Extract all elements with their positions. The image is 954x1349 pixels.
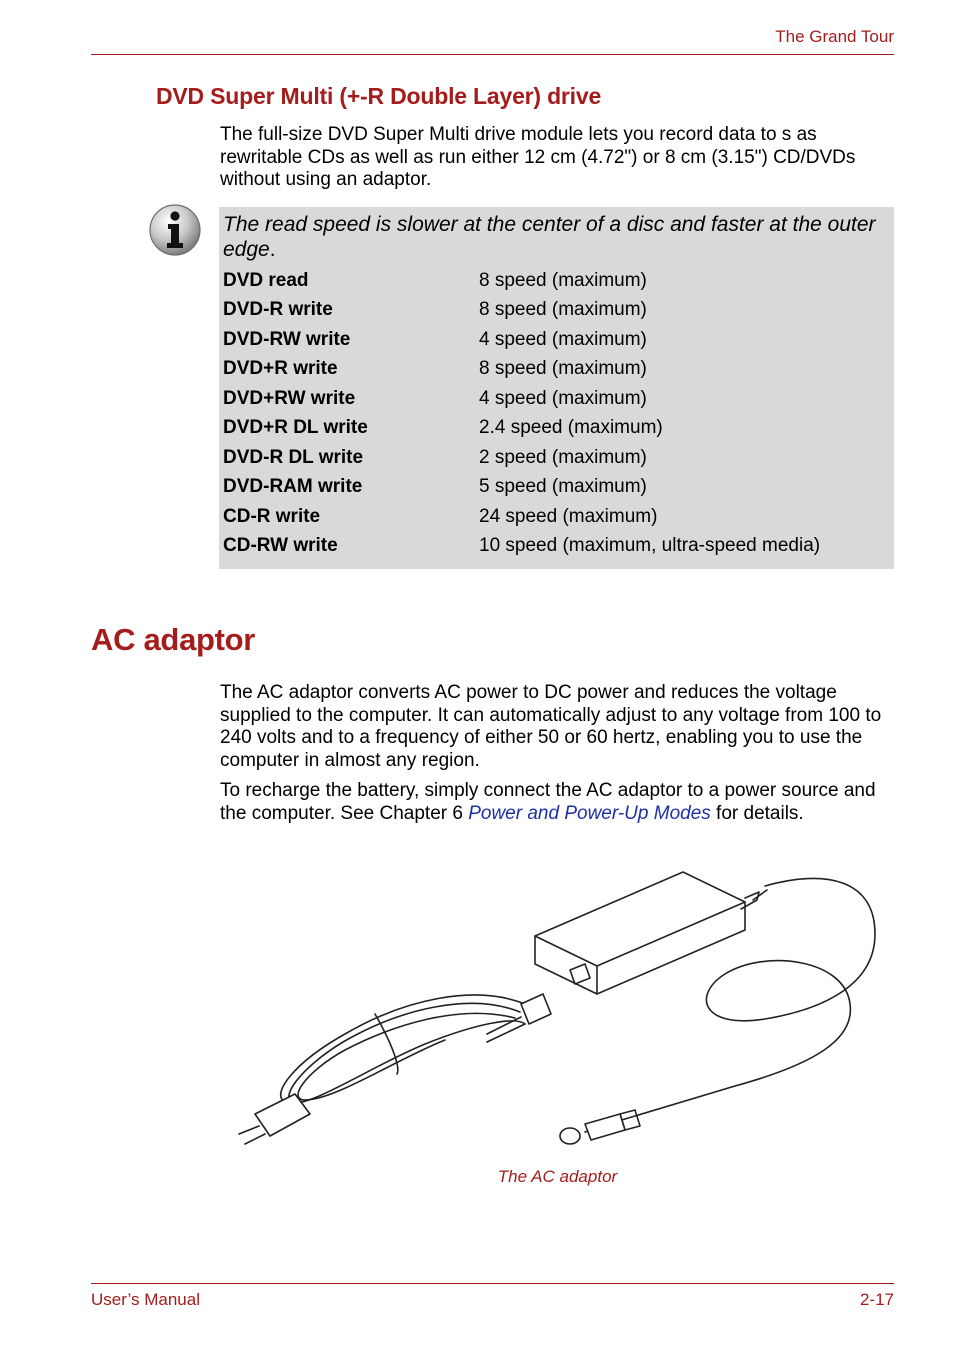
speed-label: DVD-RAM write (223, 476, 363, 498)
table-row (223, 414, 820, 444)
header-rule (91, 54, 894, 55)
recharge-text-end: for details. (710, 802, 804, 824)
speed-value: 5 speed (maximum) (479, 476, 647, 498)
ac-adaptor-illustration (225, 864, 885, 1154)
table-row (223, 473, 820, 503)
figure-caption: The AC adaptor (497, 1167, 618, 1186)
ac-adaptor-paragraph: The AC adaptor converts AC power to DC power and reduces the voltage supplied to the computer. It can automatically adjust to any voltage from 100 to 240 volts and to a frequency of either 50 or 60 hertz, enabling you to use the computer in almost any region. (220, 682, 882, 771)
footer-manual-title: User’s Manual (91, 1290, 200, 1309)
note-period: . (269, 238, 276, 261)
speed-value: 8 speed (maximum) (479, 299, 647, 321)
speed-label: DVD-R write (223, 299, 333, 321)
adaptor-dc-inlet (570, 964, 590, 984)
table-row (223, 502, 820, 532)
speed-value: 2.4 speed (maximum) (479, 417, 663, 439)
table-row (223, 325, 820, 355)
dvd-section-heading: DVD Super Multi (+-R Double Layer) drive (156, 83, 602, 109)
speed-value: 8 speed (maximum) (479, 269, 647, 291)
table-row (223, 355, 820, 385)
note-box (219, 207, 894, 569)
speed-label: DVD-R DL write (223, 446, 364, 468)
speed-value: 10 speed (maximum, ultra-speed media) (479, 535, 821, 557)
recharge-paragraph (220, 780, 900, 825)
power-modes-link[interactable]: Power and Power-Up Modes (468, 802, 711, 824)
dvd-intro-paragraph: The full-size DVD Super Multi drive module lets you record data to s as rewritable CDs as well as run either 12 cm (4.72") or 8 cm (3.15") CD/DVDs without using an adaptor. (220, 124, 856, 190)
speed-label: CD-R write (223, 505, 321, 527)
speed-label: DVD-RW write (223, 328, 351, 350)
note-text (223, 212, 883, 262)
speed-value: 8 speed (maximum) (479, 358, 647, 380)
table-row (223, 266, 820, 296)
speed-value: 24 speed (maximum) (479, 505, 658, 527)
ac-adaptor-heading: AC adaptor (91, 622, 256, 657)
running-header-title: The Grand Tour (775, 27, 894, 46)
footer-page-number: 2-17 (859, 1290, 894, 1309)
speed-label: DVD+R DL write (223, 417, 368, 439)
recharge-text: To recharge the battery, simply connect the AC adaptor to a power source and the computer. See Chapter 6 (220, 780, 876, 824)
table-row (223, 384, 820, 414)
table-row (223, 296, 820, 326)
table-row (223, 443, 820, 473)
speed-value: 4 speed (maximum) (479, 328, 647, 350)
footer-rule (91, 1283, 894, 1284)
speed-table (223, 266, 820, 561)
speed-value: 2 speed (maximum) (479, 446, 647, 468)
info-icon (148, 203, 202, 257)
note-sentence: The read speed is slower at the center of a disc and faster at the outer edge (223, 213, 876, 261)
speed-label: CD-RW write (223, 535, 338, 557)
speed-value: 4 speed (maximum) (479, 387, 647, 409)
speed-label: DVD+R write (223, 358, 338, 380)
speed-label: DVD read (223, 269, 309, 291)
speed-label: DVD+RW write (223, 387, 356, 409)
table-row (223, 532, 820, 562)
